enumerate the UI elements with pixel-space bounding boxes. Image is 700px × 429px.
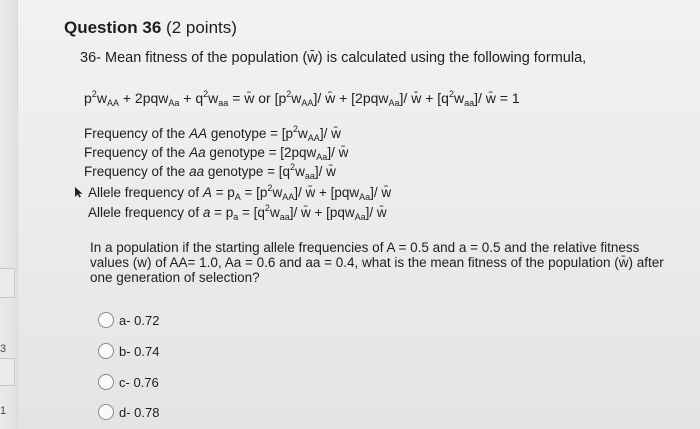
definition-line: Allele frequency of $a = p_a = [q^2w_{aa}]/$ w̄ + [pqw$_{Aa}$]/ w̄	[88, 203, 387, 222]
definition-line: Allele frequency of $A = p_A = [p^2w_{AA}]/$ w̄ + [pqw$_{Aa}$]/ w̄	[88, 183, 392, 202]
radio-button[interactable]	[98, 312, 114, 328]
definition-line: Frequency of the Aa genotype = [2pqw$_{Aa}$]/ w̄	[84, 145, 349, 162]
definition-line: Frequency of the AA genotype = $[p^2w_{AA}]/$ w̄	[84, 124, 341, 143]
option-label: a- 0.72	[119, 312, 160, 328]
sidebar-box	[0, 358, 15, 386]
question-prompt: 36- Mean fitness of the population (w̄) is calculated using the following formula,	[80, 50, 587, 66]
option-label: d- 0.78	[119, 404, 160, 420]
option-label: b- 0.74	[119, 343, 160, 359]
question-points: (2 points)	[166, 18, 237, 37]
radio-button[interactable]	[98, 404, 114, 420]
answer-option-d[interactable]	[98, 404, 159, 420]
question-title	[64, 18, 237, 38]
sidebar-box	[0, 268, 15, 298]
cursor-arrow-icon	[74, 186, 84, 198]
definition-line: Frequency of the aa genotype = $[q^2w_{aa}]/$ w̄	[84, 162, 336, 181]
radio-button[interactable]	[98, 343, 114, 359]
answer-option-b[interactable]	[98, 343, 159, 359]
question-number: Question 36	[64, 18, 162, 37]
answer-option-c[interactable]	[98, 374, 159, 390]
sidebar-number: 3	[0, 343, 7, 355]
fitness-formula: $p^2w_{AA} + 2pqw_{Aa} + q^2w_{aa}$ = w̄ or $[p^2w_{AA}]/$ w̄ + [2pqw$_{Aa}$]/ w̄ + $[q^2w_{aa}]/$ w̄ = 1	[84, 89, 520, 108]
answer-option-a[interactable]	[98, 312, 159, 328]
radio-button[interactable]	[98, 374, 114, 390]
problem-text: In a population if the starting allele frequencies of A = 0.5 and a = 0.5 and the relative fitness values (w) of AA= 1.0, Aa = 0.6 and aa = 0.4, what is the mean fitness of the population (w̄) after one generation of selection?	[90, 240, 664, 285]
sidebar-number: 1	[0, 405, 7, 417]
option-label: c- 0.76	[119, 374, 159, 390]
